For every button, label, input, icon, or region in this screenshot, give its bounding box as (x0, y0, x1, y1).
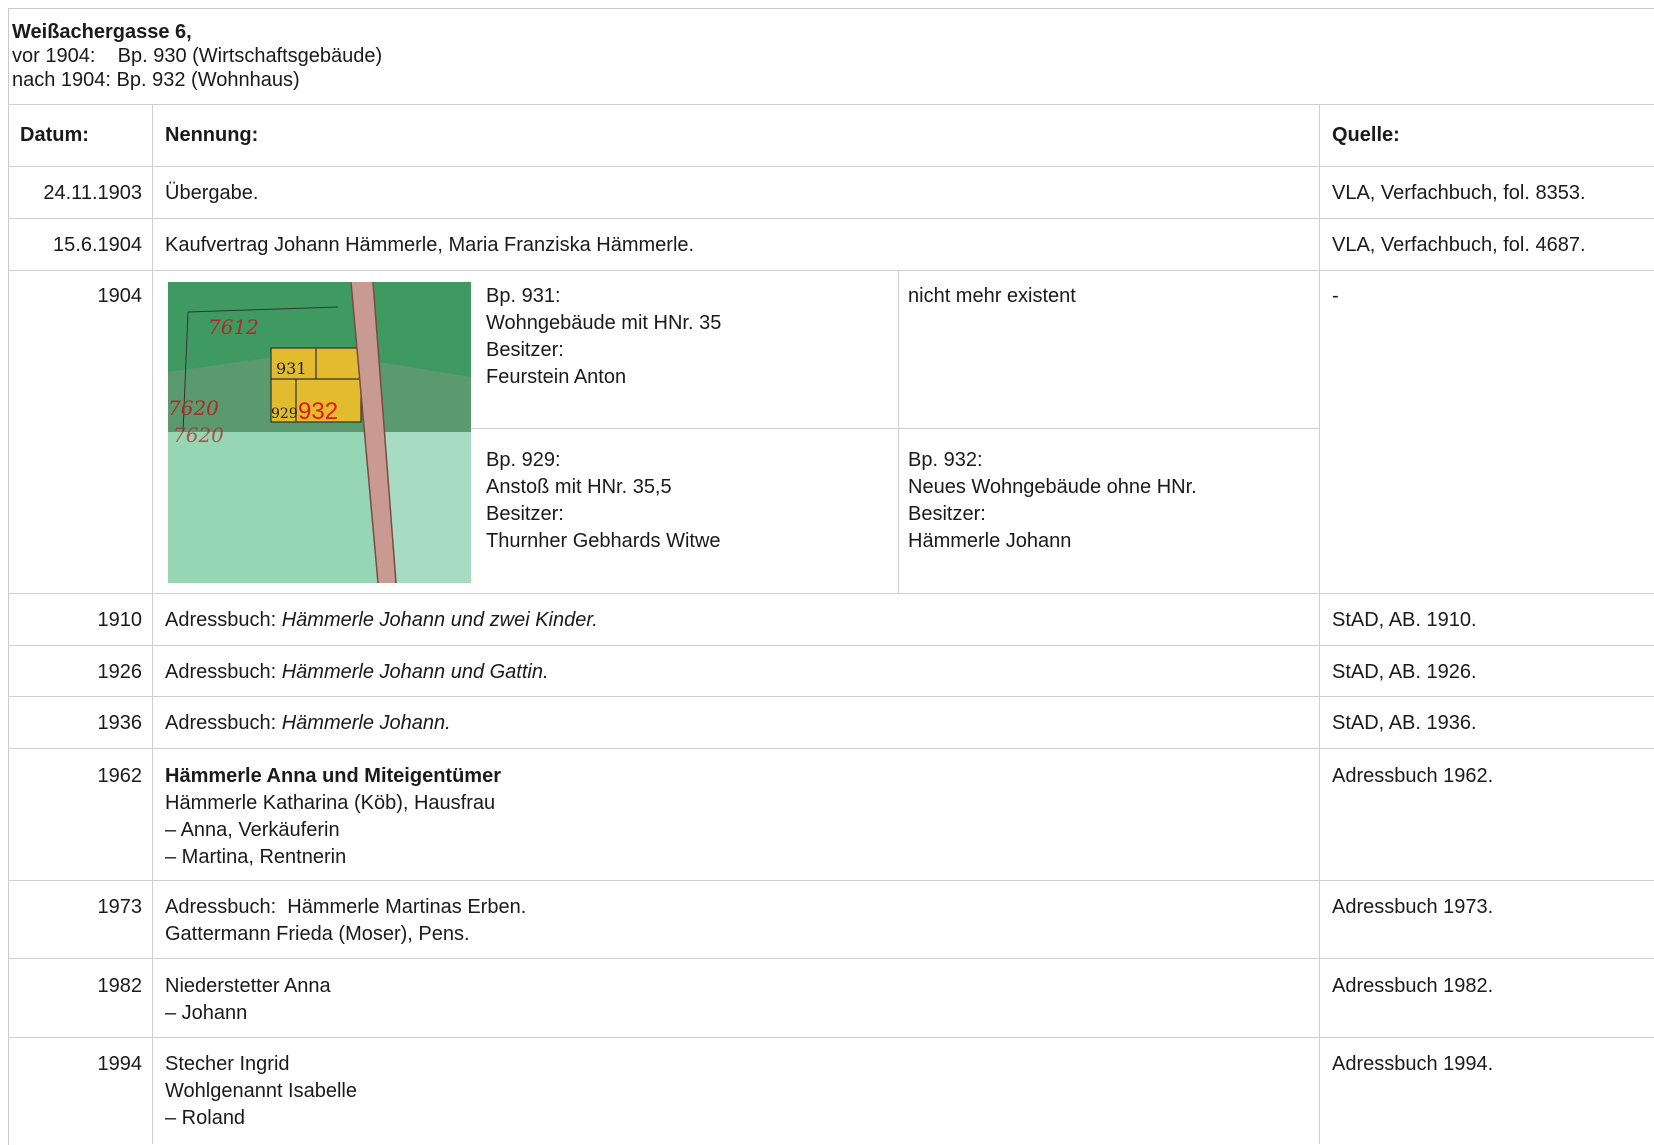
row-text-italic: Hämmerle Johann und Gattin. (281, 661, 549, 683)
row-source: StAD, AB. 1936. (1332, 712, 1477, 734)
row-date: 24.11.1903 (43, 182, 142, 204)
row-text-italic: Hämmerle Johann und zwei Kinder. (281, 609, 598, 631)
row-text-line: Wohlgenannt Isabelle (165, 1080, 357, 1102)
address-title: Weißachergasse 6, (12, 21, 192, 43)
row-divider (8, 166, 1654, 167)
bp931-block (486, 283, 721, 391)
row-text: Übergabe. (165, 182, 259, 204)
row-divider (8, 1037, 1654, 1038)
column-header-mention: Nennung: (165, 124, 259, 146)
row-text-line: Gattermann Frieda (Moser), Pens. (165, 923, 470, 945)
row-date: 1994 (97, 1053, 142, 1075)
row-source: - (1332, 285, 1339, 307)
row-text (165, 894, 526, 948)
cadastral-map-image (168, 282, 471, 583)
bp931-line: Feurstein Anton (486, 366, 627, 388)
row-source: StAD, AB. 1926. (1332, 661, 1477, 683)
row-text-line: – Anna, Verkäuferin (165, 819, 340, 841)
row-divider (8, 748, 1654, 749)
row-date: 1973 (97, 896, 142, 918)
row-text (165, 710, 451, 737)
row-text: Kaufvertrag Johann Hämmerle, Maria Franziska Hämmerle. (165, 234, 695, 256)
row-text-line: – Roland (165, 1107, 246, 1129)
row-divider (8, 593, 1654, 594)
map-label: 932 (298, 398, 339, 425)
bp931-status: nicht mehr existent (908, 285, 1076, 307)
row-date: 1904 (97, 285, 142, 307)
row-source: Adressbuch 1994. (1332, 1053, 1494, 1075)
row-text (165, 1051, 357, 1132)
bp929-block (486, 447, 721, 555)
bp932-line: Hämmerle Johann (908, 530, 1072, 552)
bp929-line: Thurnher Gebhards Witwe (486, 530, 721, 552)
address-line-after-1904: nach 1904: Bp. 932 (Wohnhaus) (12, 69, 300, 91)
row-date: 1926 (97, 661, 142, 683)
row-date: 1982 (97, 975, 142, 997)
row-source: Adressbuch 1973. (1332, 896, 1494, 918)
row-text-line: Stecher Ingrid (165, 1053, 290, 1075)
row-text (165, 973, 331, 1027)
row-source: StAD, AB. 1910. (1332, 609, 1477, 631)
bp931-line: Besitzer: (486, 339, 564, 361)
column-divider-source (1319, 104, 1320, 1144)
inner-column-divider (898, 270, 899, 593)
row-source: Adressbuch 1962. (1332, 765, 1494, 787)
row-divider (8, 218, 1654, 219)
bp932-line: Neues Wohngebäude ohne HNr. (908, 476, 1197, 498)
row-source: VLA, Verfachbuch, fol. 4687. (1332, 234, 1586, 256)
bp932-line: Besitzer: (908, 503, 986, 525)
row-divider (8, 104, 1654, 105)
map-label: 7620 (168, 396, 219, 420)
row-text-prefix: Adressbuch: (165, 712, 282, 734)
row-divider (8, 645, 1654, 646)
map-label: 7620 (173, 423, 224, 447)
inner-divider (471, 428, 1319, 429)
column-header-source: Quelle: (1332, 124, 1400, 146)
address-line-before-1904: vor 1904: Bp. 930 (Wirtschaftsgebäude) (12, 45, 383, 67)
row-text-line: Niederstetter Anna (165, 975, 331, 997)
row-date: 1910 (97, 609, 142, 631)
row-text-italic: Hämmerle Johann. (281, 712, 451, 734)
bp932-line: Bp. 932: (908, 449, 983, 471)
row-text-line: Hämmerle Katharina (Köb), Hausfrau (165, 792, 496, 814)
row-text (165, 607, 598, 634)
row-date: 1962 (97, 765, 142, 787)
column-divider-date (152, 104, 153, 1144)
row-text-line: – Martina, Rentnerin (165, 846, 347, 868)
bp932-block (908, 447, 1197, 555)
row-text-bold: Hämmerle Anna und Miteigentümer (165, 765, 501, 787)
bp931-line: Bp. 931: (486, 285, 561, 307)
map-label: 929 (271, 406, 298, 422)
bp929-line: Bp. 929: (486, 449, 561, 471)
bp931-line: Wohngebäude mit HNr. 35 (486, 312, 722, 334)
row-source: VLA, Verfachbuch, fol. 8353. (1332, 182, 1586, 204)
map-label: 7612 (208, 315, 259, 339)
row-text-prefix: Adressbuch: (165, 609, 282, 631)
column-header-date: Datum: (20, 124, 89, 146)
bp929-line: Anstoß mit HNr. 35,5 (486, 476, 672, 498)
row-divider (8, 696, 1654, 697)
row-source: Adressbuch 1982. (1332, 975, 1494, 997)
row-date: 1936 (97, 712, 142, 734)
row-divider (8, 880, 1654, 881)
row-text-prefix: Adressbuch: (165, 661, 282, 683)
row-text-line: Adressbuch: Hämmerle Martinas Erben. (165, 896, 527, 918)
row-divider (8, 958, 1654, 959)
row-text (165, 659, 549, 686)
row-date: 15.6.1904 (53, 234, 142, 256)
map-label: 931 (276, 359, 307, 378)
row-text-line: – Johann (165, 1002, 248, 1024)
row-divider (8, 270, 1654, 271)
bp929-line: Besitzer: (486, 503, 564, 525)
address-header (12, 20, 382, 92)
row-text (165, 763, 501, 871)
